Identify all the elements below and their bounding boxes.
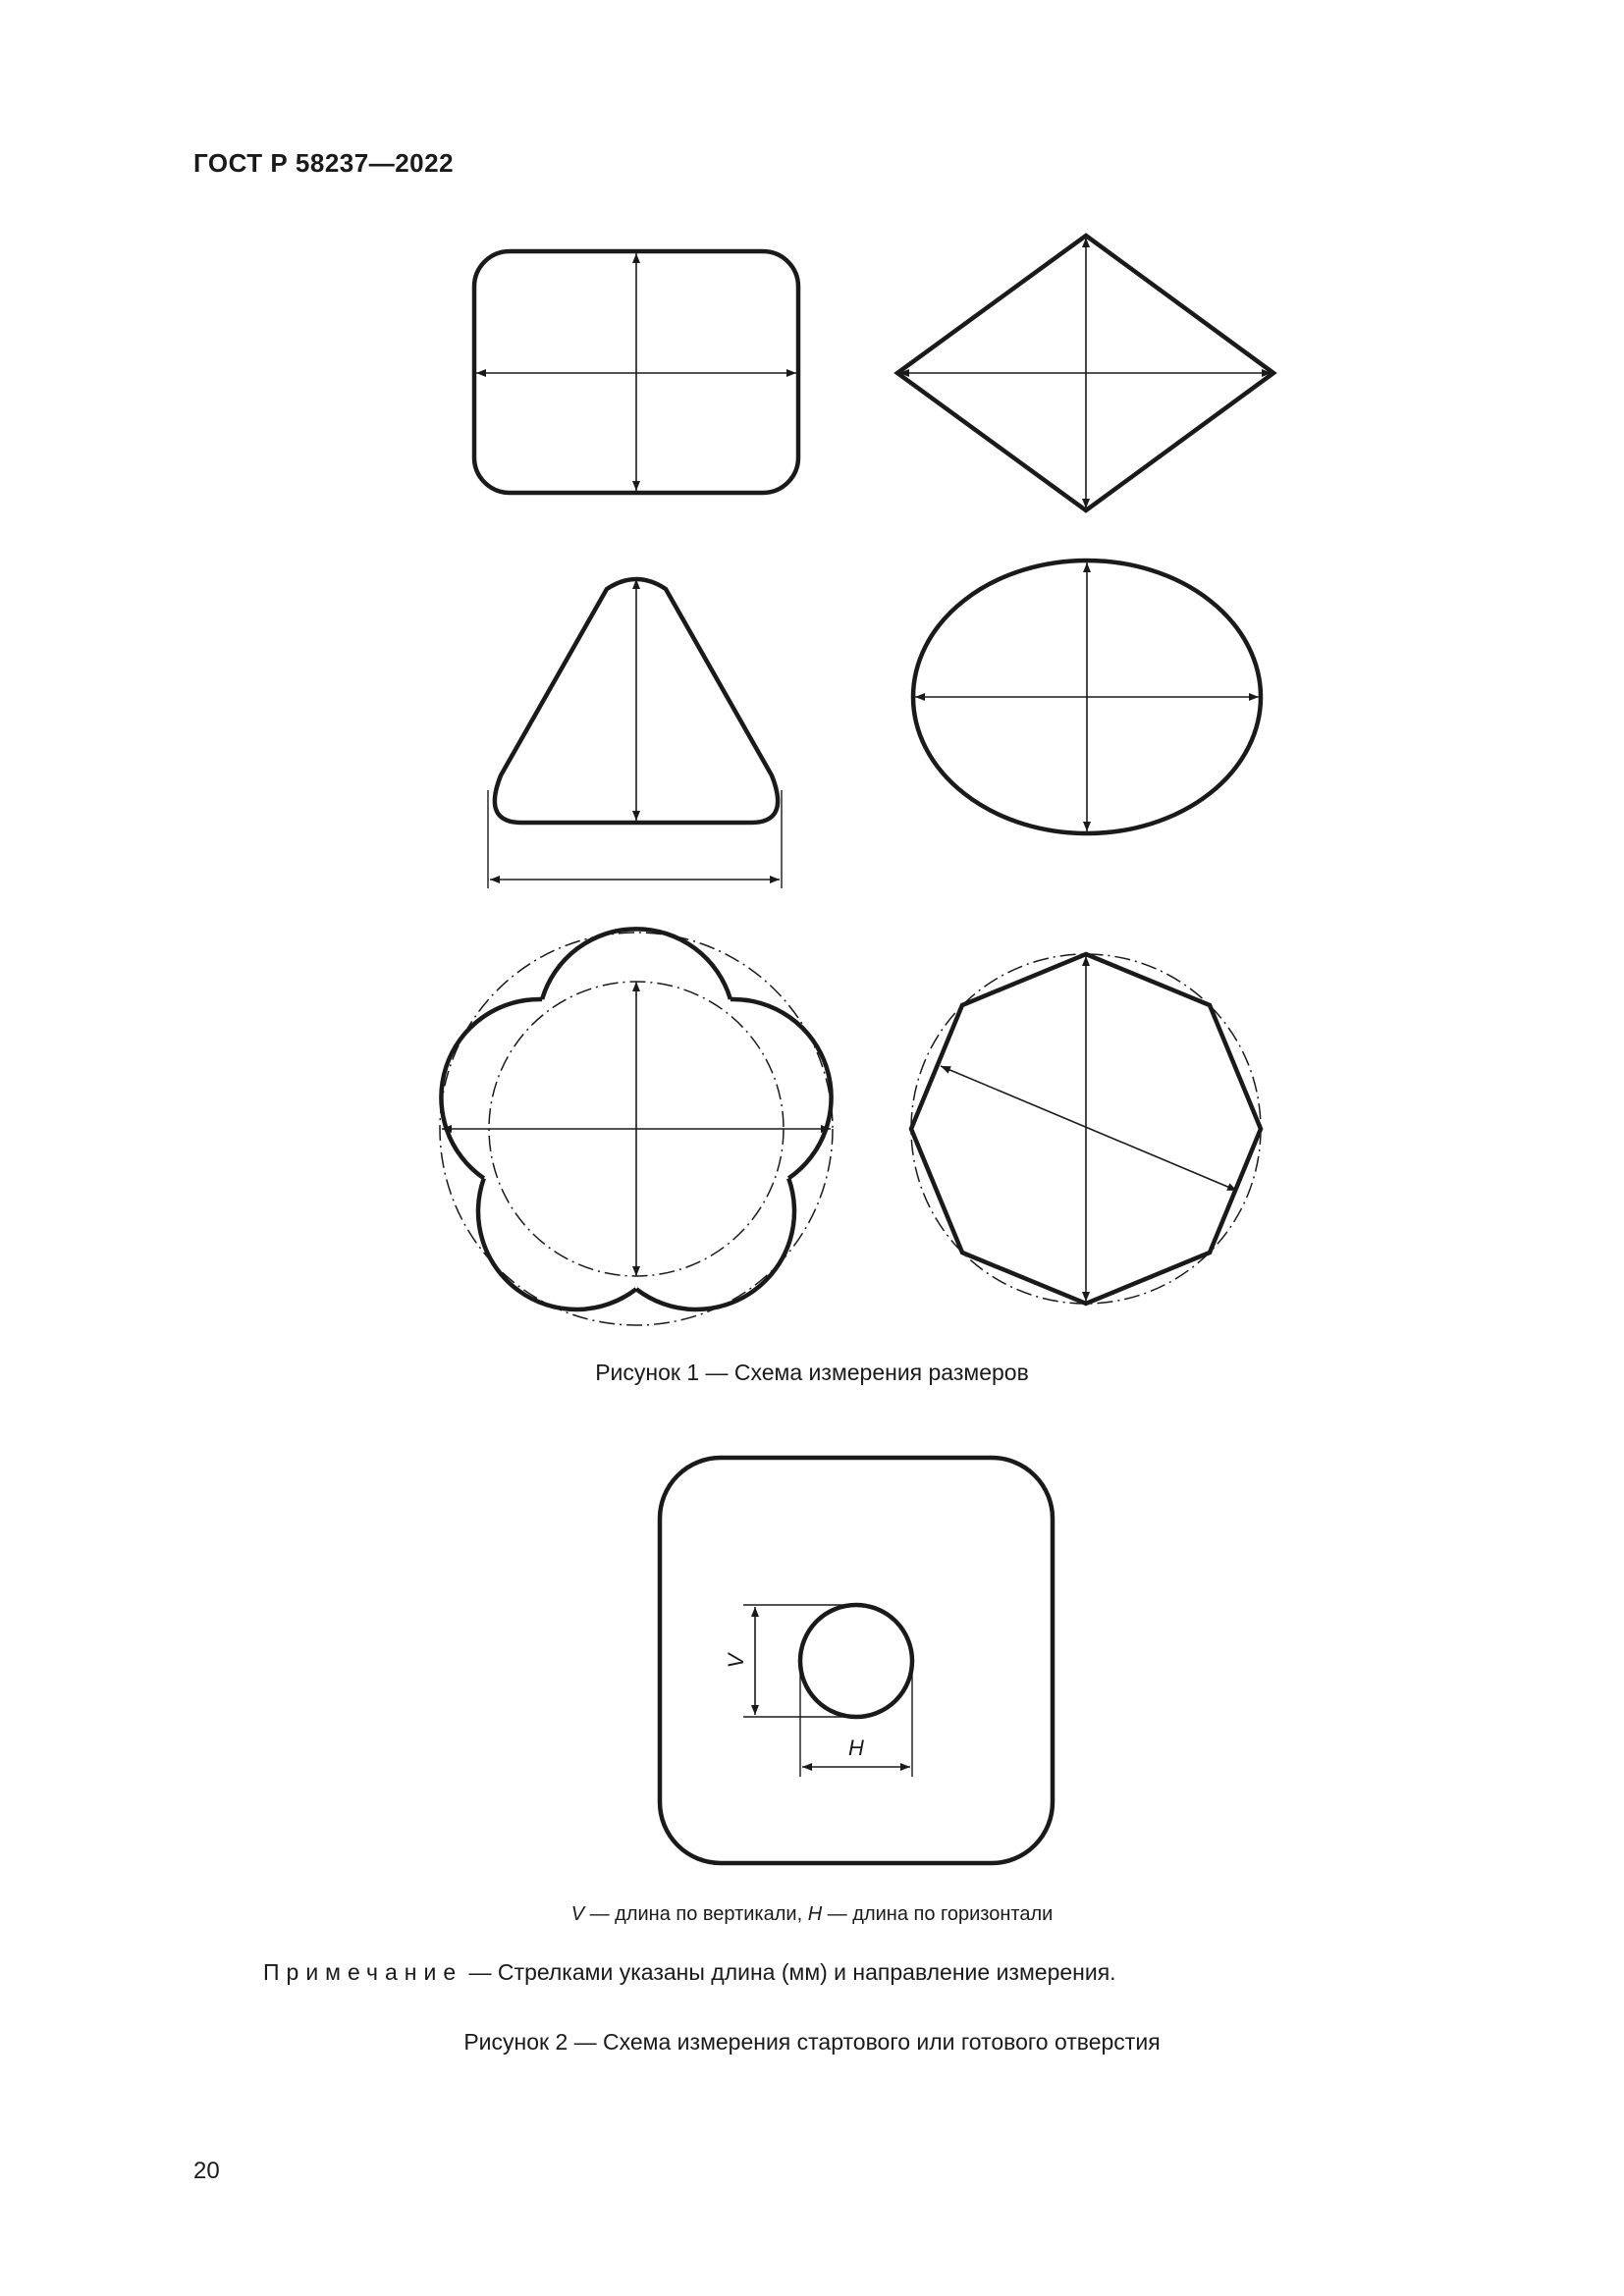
figure-1 [440,236,1273,1325]
label-h: H [848,1735,864,1760]
legend-v-symbol: V [570,1903,585,1925]
legend-v-text: — длина по вертикали, [584,1903,808,1925]
octagon-shape [911,954,1261,1304]
legend-h-symbol: H [807,1903,823,1925]
dimension-arrow-diagonal [941,1066,1237,1191]
note-label: Примечание [263,1959,463,1985]
figure-2-legend [0,1903,1624,1926]
hole-circle [800,1605,912,1717]
ellipse-shape [913,561,1261,833]
label-v: V [724,1653,748,1669]
figure-1-caption: Рисунок 1 — Схема измерения размеров [595,1360,1029,1385]
rounded-square-blank [660,1458,1053,1863]
flower-shape [440,929,833,1325]
legend-h-text: — длина по горизонтали [822,1903,1054,1925]
document-header: ГОСТ Р 58237—2022 [193,148,455,178]
figure-2-caption: Рисунок 2 — Схема измерения стартового или готового отверстия [463,2029,1161,2055]
rounded-rectangle-shape [474,251,798,493]
figure-2 [660,1458,1053,1863]
note-text: — Стрелками указаны длина (мм) и направление измерения. [462,1959,1116,1985]
page-number: 20 [193,2158,220,2184]
rhombus-shape [897,236,1273,510]
figure-2-note [263,1959,1116,1986]
rounded-triangle-shape [488,579,782,888]
